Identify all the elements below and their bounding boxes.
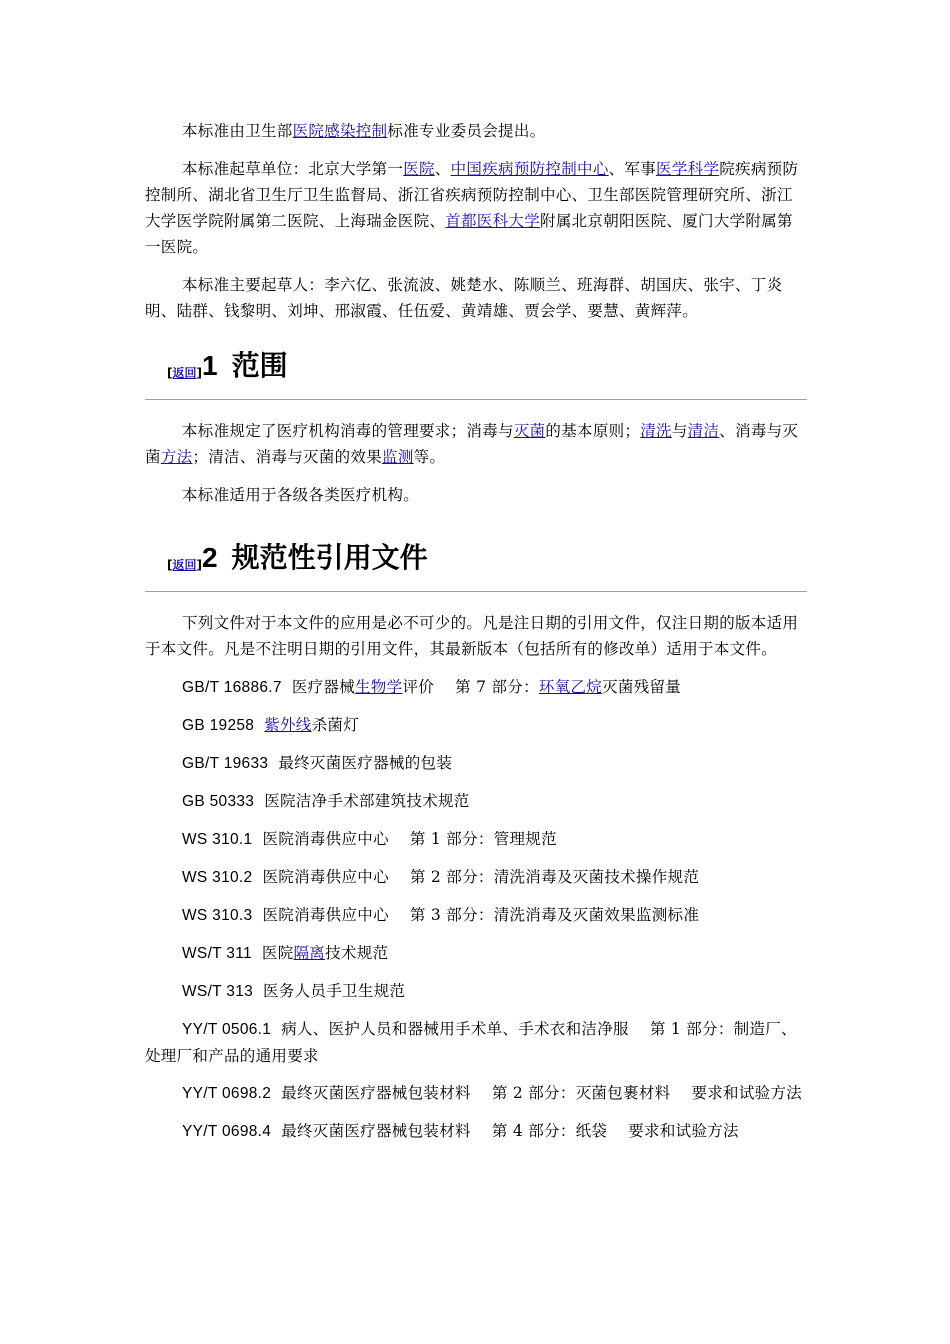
reference-code: YY/T 0506.1 — [182, 1021, 272, 1038]
back-link-label[interactable]: 返回 — [172, 558, 197, 572]
reference-text: 最终灭菌医疗器械包装材料 第 4 部分：纸袋 要求和试验方法 — [281, 1122, 739, 1140]
reference-link[interactable]: 生物学 — [355, 678, 403, 696]
section-2-heading — [145, 538, 807, 592]
reference-text: 病人、医护人员和器械用手术单、手术衣和洁净服 第 1 部分：制造厂、处理厂和产品的通用要求 — [145, 1020, 797, 1065]
section-title: 范围 — [231, 349, 288, 382]
document-content — [145, 118, 807, 1156]
reference-code: WS/T 311 — [182, 945, 252, 962]
reference-code: WS/T 313 — [182, 983, 254, 1000]
intro-proposer-paragraph — [145, 118, 807, 144]
reference-list — [145, 674, 807, 1145]
link-medical-science[interactable]: 医学科学 — [656, 160, 720, 178]
reference-item — [145, 826, 807, 853]
scope-applicability-paragraph: 本标准适用于各级各类医疗机构。 — [182, 486, 420, 504]
reference-item — [145, 712, 807, 739]
reference-item — [145, 1080, 807, 1107]
text-span: 院疾病预防控制所、湖北省卫生厅卫生监督局、浙江省疾病预防控制中心、卫生部医院管理研究所、浙江大学医学院附属第二医院、上海瑞金医院、 — [145, 160, 799, 230]
text-span: 的基本原则； — [545, 422, 641, 440]
reference-text: 医院消毒供应中心 第 2 部分：清洗消毒及灭菌技术操作规范 — [262, 868, 700, 886]
reference-text: 灭菌残留量 — [602, 678, 682, 696]
text-span: 本标准由卫生部 — [182, 122, 293, 140]
reference-item — [145, 940, 807, 967]
reference-text: 杀菌灯 — [311, 716, 360, 734]
link-hospital-infection-control[interactable]: 医院感染控制 — [292, 122, 388, 140]
intro-drafters-paragraph: 本标准主要起草人：李六亿、张流波、姚楚水、陈顺兰、班海群、胡国庆、张宇、丁炎明、陆群、钱黎明、刘坤、邢淑霞、任伍爱、黄靖雄、贾会学、要慧、黄辉萍。 — [145, 276, 783, 320]
text-span: ；清洁、消毒与灭菌的效果 — [192, 448, 383, 466]
text-span: 、消毒与灭菌 — [145, 422, 799, 466]
link-cleaning[interactable]: 清洗 — [640, 422, 672, 440]
reference-text: 医院消毒供应中心 第 1 部分：管理规范 — [262, 830, 557, 848]
text-span: 、军事 — [608, 160, 657, 178]
reference-text: 医院消毒供应中心 第 3 部分：清洗消毒及灭菌效果监测标准 — [262, 906, 700, 924]
reference-code: GB/T 16886.7 — [182, 679, 282, 696]
reference-code: YY/T 0698.4 — [182, 1123, 272, 1140]
reference-text: 技术规范 — [325, 944, 389, 962]
link-method[interactable]: 方法 — [160, 448, 193, 466]
reference-code: GB 19258 — [182, 717, 255, 734]
reference-text: 医院洁净手术部建筑技术规范 — [264, 792, 470, 810]
back-link-label[interactable]: 返回 — [172, 366, 197, 380]
reference-text: 最终灭菌医疗器械包装材料 第 2 部分：灭菌包裹材料 要求和试验方法 — [281, 1084, 803, 1102]
section-number: 1 — [201, 350, 218, 381]
reference-code: WS 310.3 — [182, 907, 253, 924]
section-1-heading — [145, 346, 807, 400]
reference-text: 评价 第 7 部分： — [402, 678, 539, 696]
link-clean[interactable]: 清洁 — [687, 422, 720, 440]
text-span: 、 — [434, 160, 451, 178]
back-link-1[interactable]: [返回] — [167, 366, 202, 380]
reference-code: WS 310.2 — [182, 869, 253, 886]
reference-code: GB 50333 — [182, 793, 255, 810]
reference-item — [145, 1118, 807, 1145]
reference-code: GB/T 19633 — [182, 755, 269, 772]
reference-item — [145, 978, 807, 1005]
reference-item — [145, 788, 807, 815]
section-title: 规范性引用文件 — [231, 541, 428, 574]
link-sterilization[interactable]: 灭菌 — [513, 422, 546, 440]
section-number: 2 — [201, 542, 218, 573]
reference-item — [145, 750, 807, 777]
reference-link[interactable]: 紫外线 — [264, 716, 312, 734]
text-span: 标准专业委员会提出。 — [387, 122, 546, 140]
reference-text: 医务人员手卫生规范 — [263, 982, 406, 1000]
reference-item — [145, 674, 807, 701]
text-span: 与 — [671, 422, 688, 440]
back-link-2[interactable]: [返回] — [167, 558, 202, 572]
reference-code: YY/T 0698.2 — [182, 1085, 272, 1102]
link-cdc[interactable]: 中国疾病预防控制中心 — [450, 160, 609, 178]
text-span: 本标准规定了医疗机构消毒的管理要求；消毒与 — [182, 422, 514, 440]
text-span: 附属北京朝阳医院、厦门大学附属第一医院。 — [145, 212, 793, 256]
reference-link[interactable]: 隔离 — [293, 944, 326, 962]
reference-text: 医院 — [261, 944, 294, 962]
link-hospital[interactable]: 医院 — [403, 160, 435, 178]
text-span: 本标准起草单位：北京大学第一 — [182, 160, 404, 178]
reference-text: 最终灭菌医疗器械的包装 — [278, 754, 453, 772]
reference-link[interactable]: 环氧乙烷 — [538, 678, 603, 696]
reference-item — [145, 864, 807, 891]
reference-item — [145, 902, 807, 929]
scope-paragraph — [145, 418, 807, 470]
link-capital-medical-university[interactable]: 首都医科大学 — [445, 212, 541, 230]
reference-code: WS 310.1 — [182, 831, 253, 848]
link-monitoring[interactable]: 监测 — [382, 448, 414, 466]
text-span: 等。 — [413, 448, 446, 466]
reference-text: 医疗器械 — [291, 678, 356, 696]
intro-drafting-units-paragraph — [145, 156, 807, 260]
reference-item — [145, 1016, 807, 1069]
normative-references-intro: 下列文件对于本文件的应用是必不可少的。凡是注日期的引用文件，仅注日期的版本适用于本文件。凡是不注明日期的引用文件，其最新版本（包括所有的修改单）适用于本文件。 — [145, 614, 799, 658]
